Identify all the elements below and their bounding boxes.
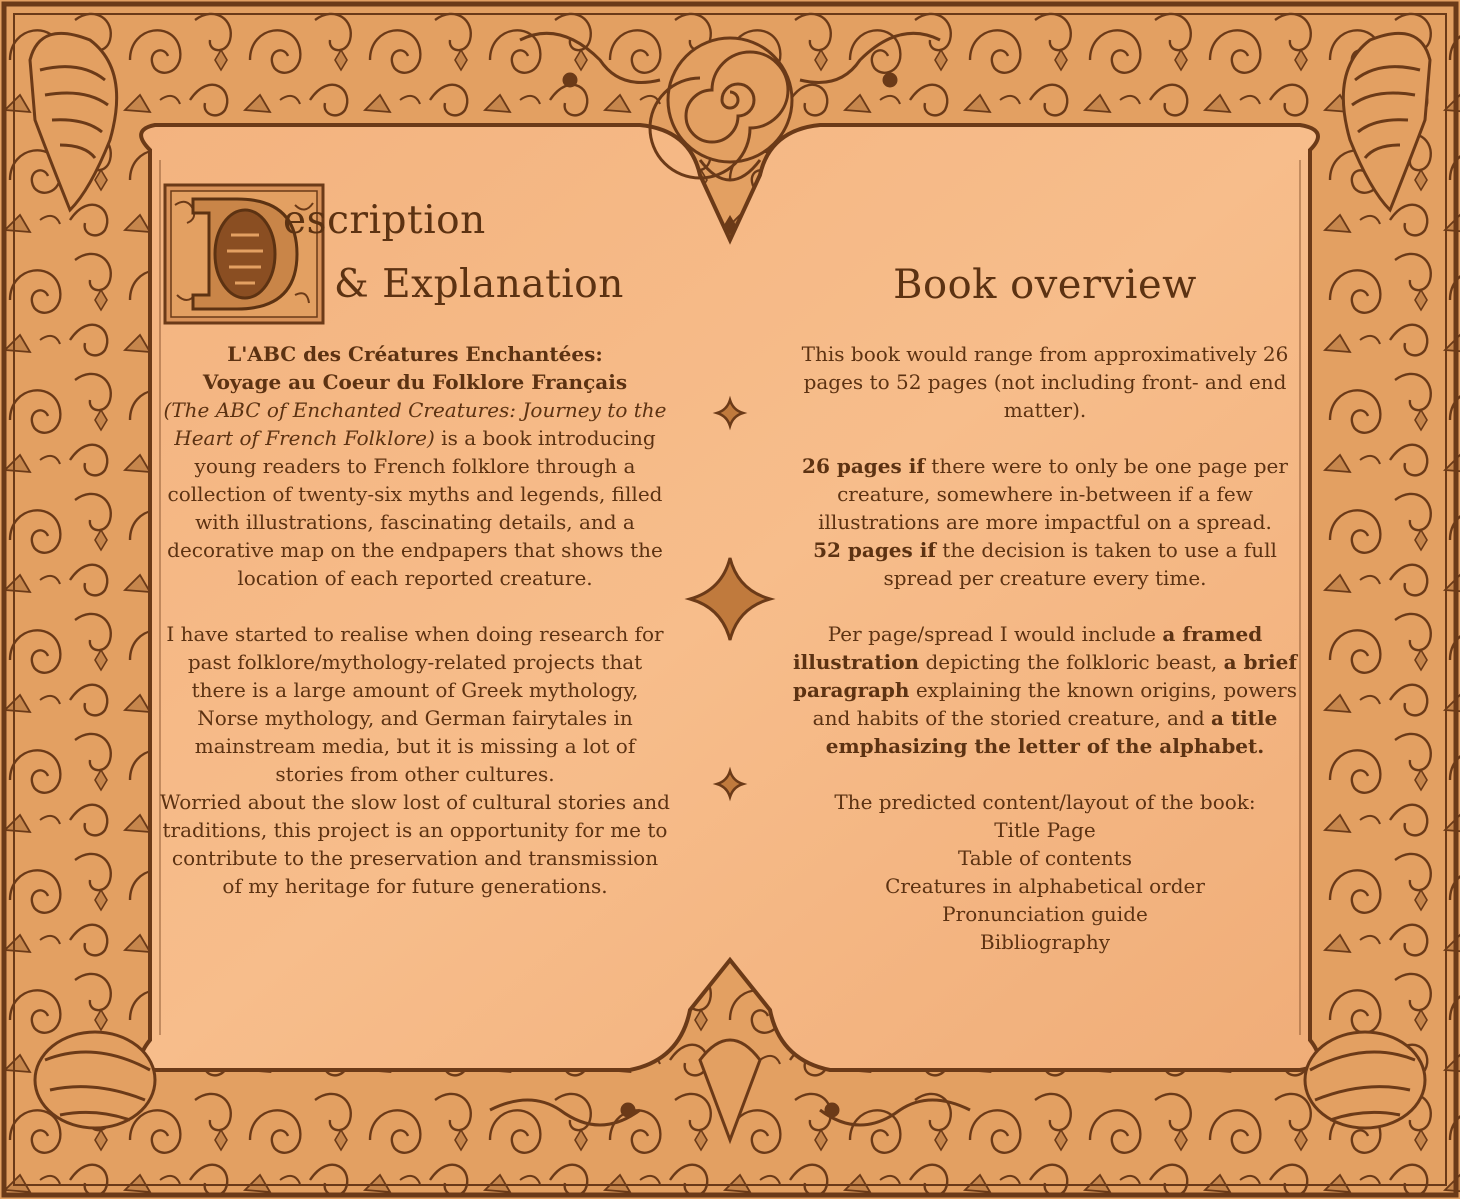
p4-c: depicting the folkloric beast,: [919, 650, 1224, 674]
description-text: is a book introducing young readers to French folklore through a collection of twenty-six myths and legends, filled with illustrations, fascinating details, and a decorative map on the endpapers that shows the location of each reported creature.: [167, 426, 663, 590]
overview-paragraph-3: [790, 536, 1300, 592]
overview-52-pages: 52 pages if: [813, 538, 936, 562]
overview-paragraph-1: This book would range from approximatively 26 pages to 52 pages (not including front- and end matter).: [801, 342, 1289, 422]
content-list-item: Creatures in alphabetical order: [885, 874, 1205, 898]
description-paragraph-1: [160, 340, 670, 592]
overview-paragraph-4: [790, 620, 1300, 760]
p4-title-emphasis: a title emphasizing the letter of the alphabet.: [825, 706, 1278, 758]
p4-e: explaining the known origins, powers and habits of the storied creature, and: [812, 678, 1297, 730]
content-list-item: Pronunciation guide: [942, 902, 1148, 926]
book-title-french-line2: Voyage au Coeur du Folklore Français: [202, 370, 628, 394]
left-title-line2: & Explanation: [334, 262, 624, 307]
book-title-french-line1: L'ABC des Créatures Enchantées:: [227, 342, 603, 366]
content-list-intro: The predicted content/layout of the book:: [834, 790, 1256, 814]
description-paragraph-3: Worried about the slow lost of cultural stories and traditions, this project is an opportunity for me to contribute to the preservation and transmission of my heritage for future generations.: [160, 790, 670, 898]
overview-52-pages-text: the decision is taken to use a full spread per creature every time.: [883, 538, 1277, 590]
content-list: [790, 816, 1300, 956]
book-title-english: (The ABC of Enchanted Creatures: Journey to the Heart of French Folklore): [163, 398, 667, 450]
p4-a: Per page/spread I would include: [827, 622, 1163, 646]
content-list-item: Bibliography: [980, 930, 1110, 954]
overview-26-pages: 26 pages if: [802, 454, 925, 478]
overview-26-pages-text: there were to only be one page per creature, somewhere in-between if a few illustrations are more impactful on a spread.: [818, 454, 1288, 534]
right-title: Book overview: [893, 262, 1197, 308]
overview-paragraph-2: [790, 452, 1300, 536]
content-list-item: Table of contents: [957, 846, 1133, 870]
content-list-item: Title Page: [994, 818, 1096, 842]
dropcap-letter: [165, 185, 323, 323]
left-title-rest: escription: [283, 198, 486, 243]
p4-brief-paragraph: a brief paragraph: [793, 650, 1297, 702]
description-column: [160, 340, 670, 900]
p4-framed-illustration: a framed illustration: [793, 622, 1263, 674]
description-paragraph-2: I have started to realise when doing research for past folklore/mythology-related projects that there is a large amount of Greek mythology, Norse mythology, and German fairytales in mainstream media, but it is missing a lot of stories from other cultures.: [166, 622, 664, 786]
overview-column: [790, 340, 1300, 956]
